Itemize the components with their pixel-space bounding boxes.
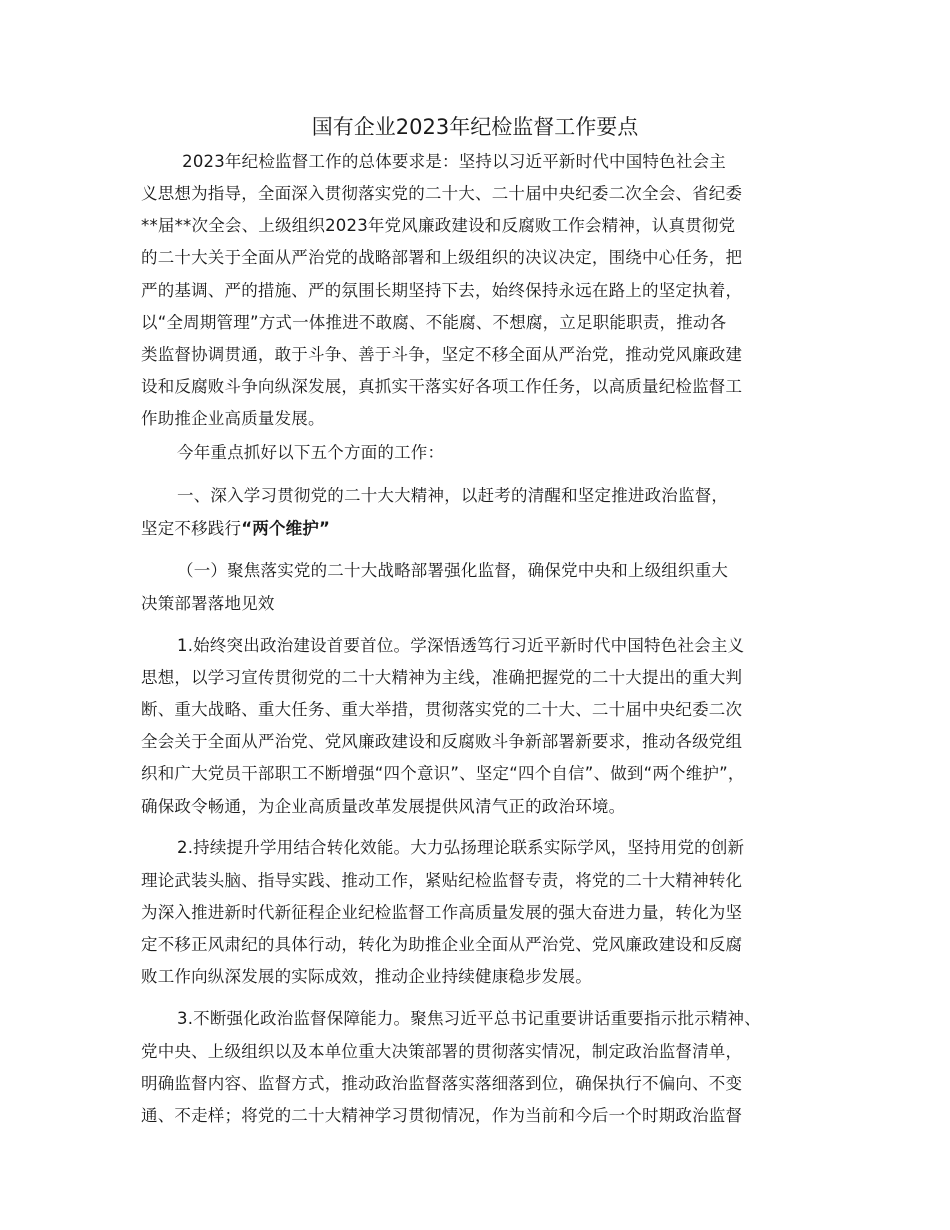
body-line: 严的基调、严的措施、严的氛围长期坚持下去，始终保持永远在路上的坚定执着，	[141, 281, 743, 300]
item-1-line: 全会关于全面从严治党、党风廉政建设和反腐败斗争新部署新要求，推动各级党组	[141, 732, 743, 751]
item-1-line: 思想，以学习宣传贯彻党的二十大精神为主线，准确把握党的二十大提出的重大判	[141, 668, 743, 687]
item-2-line: 理论武装头脑、指导实践、推动工作，紧贴纪检监督专责，将党的二十大精神转化	[141, 871, 743, 890]
body-line: 类监督协调贯通，敢于斗争、善于斗争，坚定不移全面从严治党，推动党风廉政建	[141, 345, 743, 364]
section-heading-1-cont	[141, 517, 330, 541]
section-heading-1: 一、深入学习贯彻党的二十大大精神，以赶考的清醒和坚定推进政治监督，	[177, 486, 729, 505]
heading-emphasis: “两个维护”	[241, 519, 331, 538]
body-line: 以“全周期管理”方式一体推进不敢腐、不能腐、不想腐，立足职能职责，推动各	[141, 313, 727, 332]
body-line: 作助推企业高质量发展。	[141, 409, 325, 428]
section-intro: 今年重点抓好以下五个方面的工作：	[177, 443, 445, 462]
item-2-line: 定不移正风肃纪的具体行动，转化为助推企业全面从严治党、党风廉政建设和反腐	[141, 935, 743, 954]
body-line: 设和反腐败斗争向纵深发展，真抓实干落实好各项工作任务，以高质量纪检监督工	[141, 377, 743, 396]
subsection-heading-1: （一）聚焦落实党的二十大战略部署强化监督，确保党中央和上级组织重大	[177, 561, 729, 580]
document-title: 国有企业2023年纪检监督工作要点	[311, 115, 639, 139]
body-line: 的二十大关于全面从严治党的战略部署和上级组织的决议决定，围绕中心任务，把	[141, 248, 743, 267]
item-1-line: 1.始终突出政治建设首要首位。学深悟透笃行习近平新时代中国特色社会主义	[177, 636, 745, 655]
body-line: 义思想为指导，全面深入贯彻落实党的二十大、二十届中央纪委二次全会、省纪委	[141, 184, 743, 203]
item-1-line: 织和广大党员干部职工不断增强“四个意识”、坚定“四个自信”、做到“两个维护”，	[141, 764, 745, 783]
item-2-line: 败工作向纵深发展的实际成效，推动企业持续健康稳步发展。	[141, 967, 592, 986]
item-2-line: 为深入推进新时代新征程企业纪检监督工作高质量发展的强大奋进力量，转化为坚	[141, 903, 743, 922]
item-3-line: 通、不走样；将党的二十大精神学习贯彻情况，作为当前和今后一个时期政治监督	[141, 1106, 743, 1125]
item-3-line: 党中央、上级组织以及本单位重大决策部署的贯彻落实情况，制定政治监督清单，	[141, 1042, 743, 1061]
heading-text: 坚定不移践行	[141, 519, 242, 538]
item-3-line: 明确监督内容、监督方式，推动政治监督落实落细落到位，确保执行不偏向、不变	[141, 1074, 743, 1093]
item-1-line: 断、重大战略、重大任务、重大举措，贯彻落实党的二十大、二十届中央纪委二次	[141, 700, 743, 719]
item-3-line: 3.不断强化政治监督保障能力。聚焦习近平总书记重要讲话重要指示批示精神、	[177, 1009, 761, 1028]
body-line: 2023年纪检监督工作的总体要求是：坚持以习近平新时代中国特色社会主	[160, 152, 726, 171]
item-2-line: 2.持续提升学用结合转化效能。大力弘扬理论联系实际学风，坚持用党的创新	[177, 838, 745, 857]
item-1-line: 确保政令畅通，为企业高质量改革发展提供风清气正的政治环境。	[141, 797, 626, 816]
subsection-heading-1-cont: 决策部署落地见效	[141, 594, 275, 613]
body-line: **届**次全会、上级组织2023年党风廉政建设和反腐败工作会精神，认真贯彻党	[141, 216, 736, 235]
